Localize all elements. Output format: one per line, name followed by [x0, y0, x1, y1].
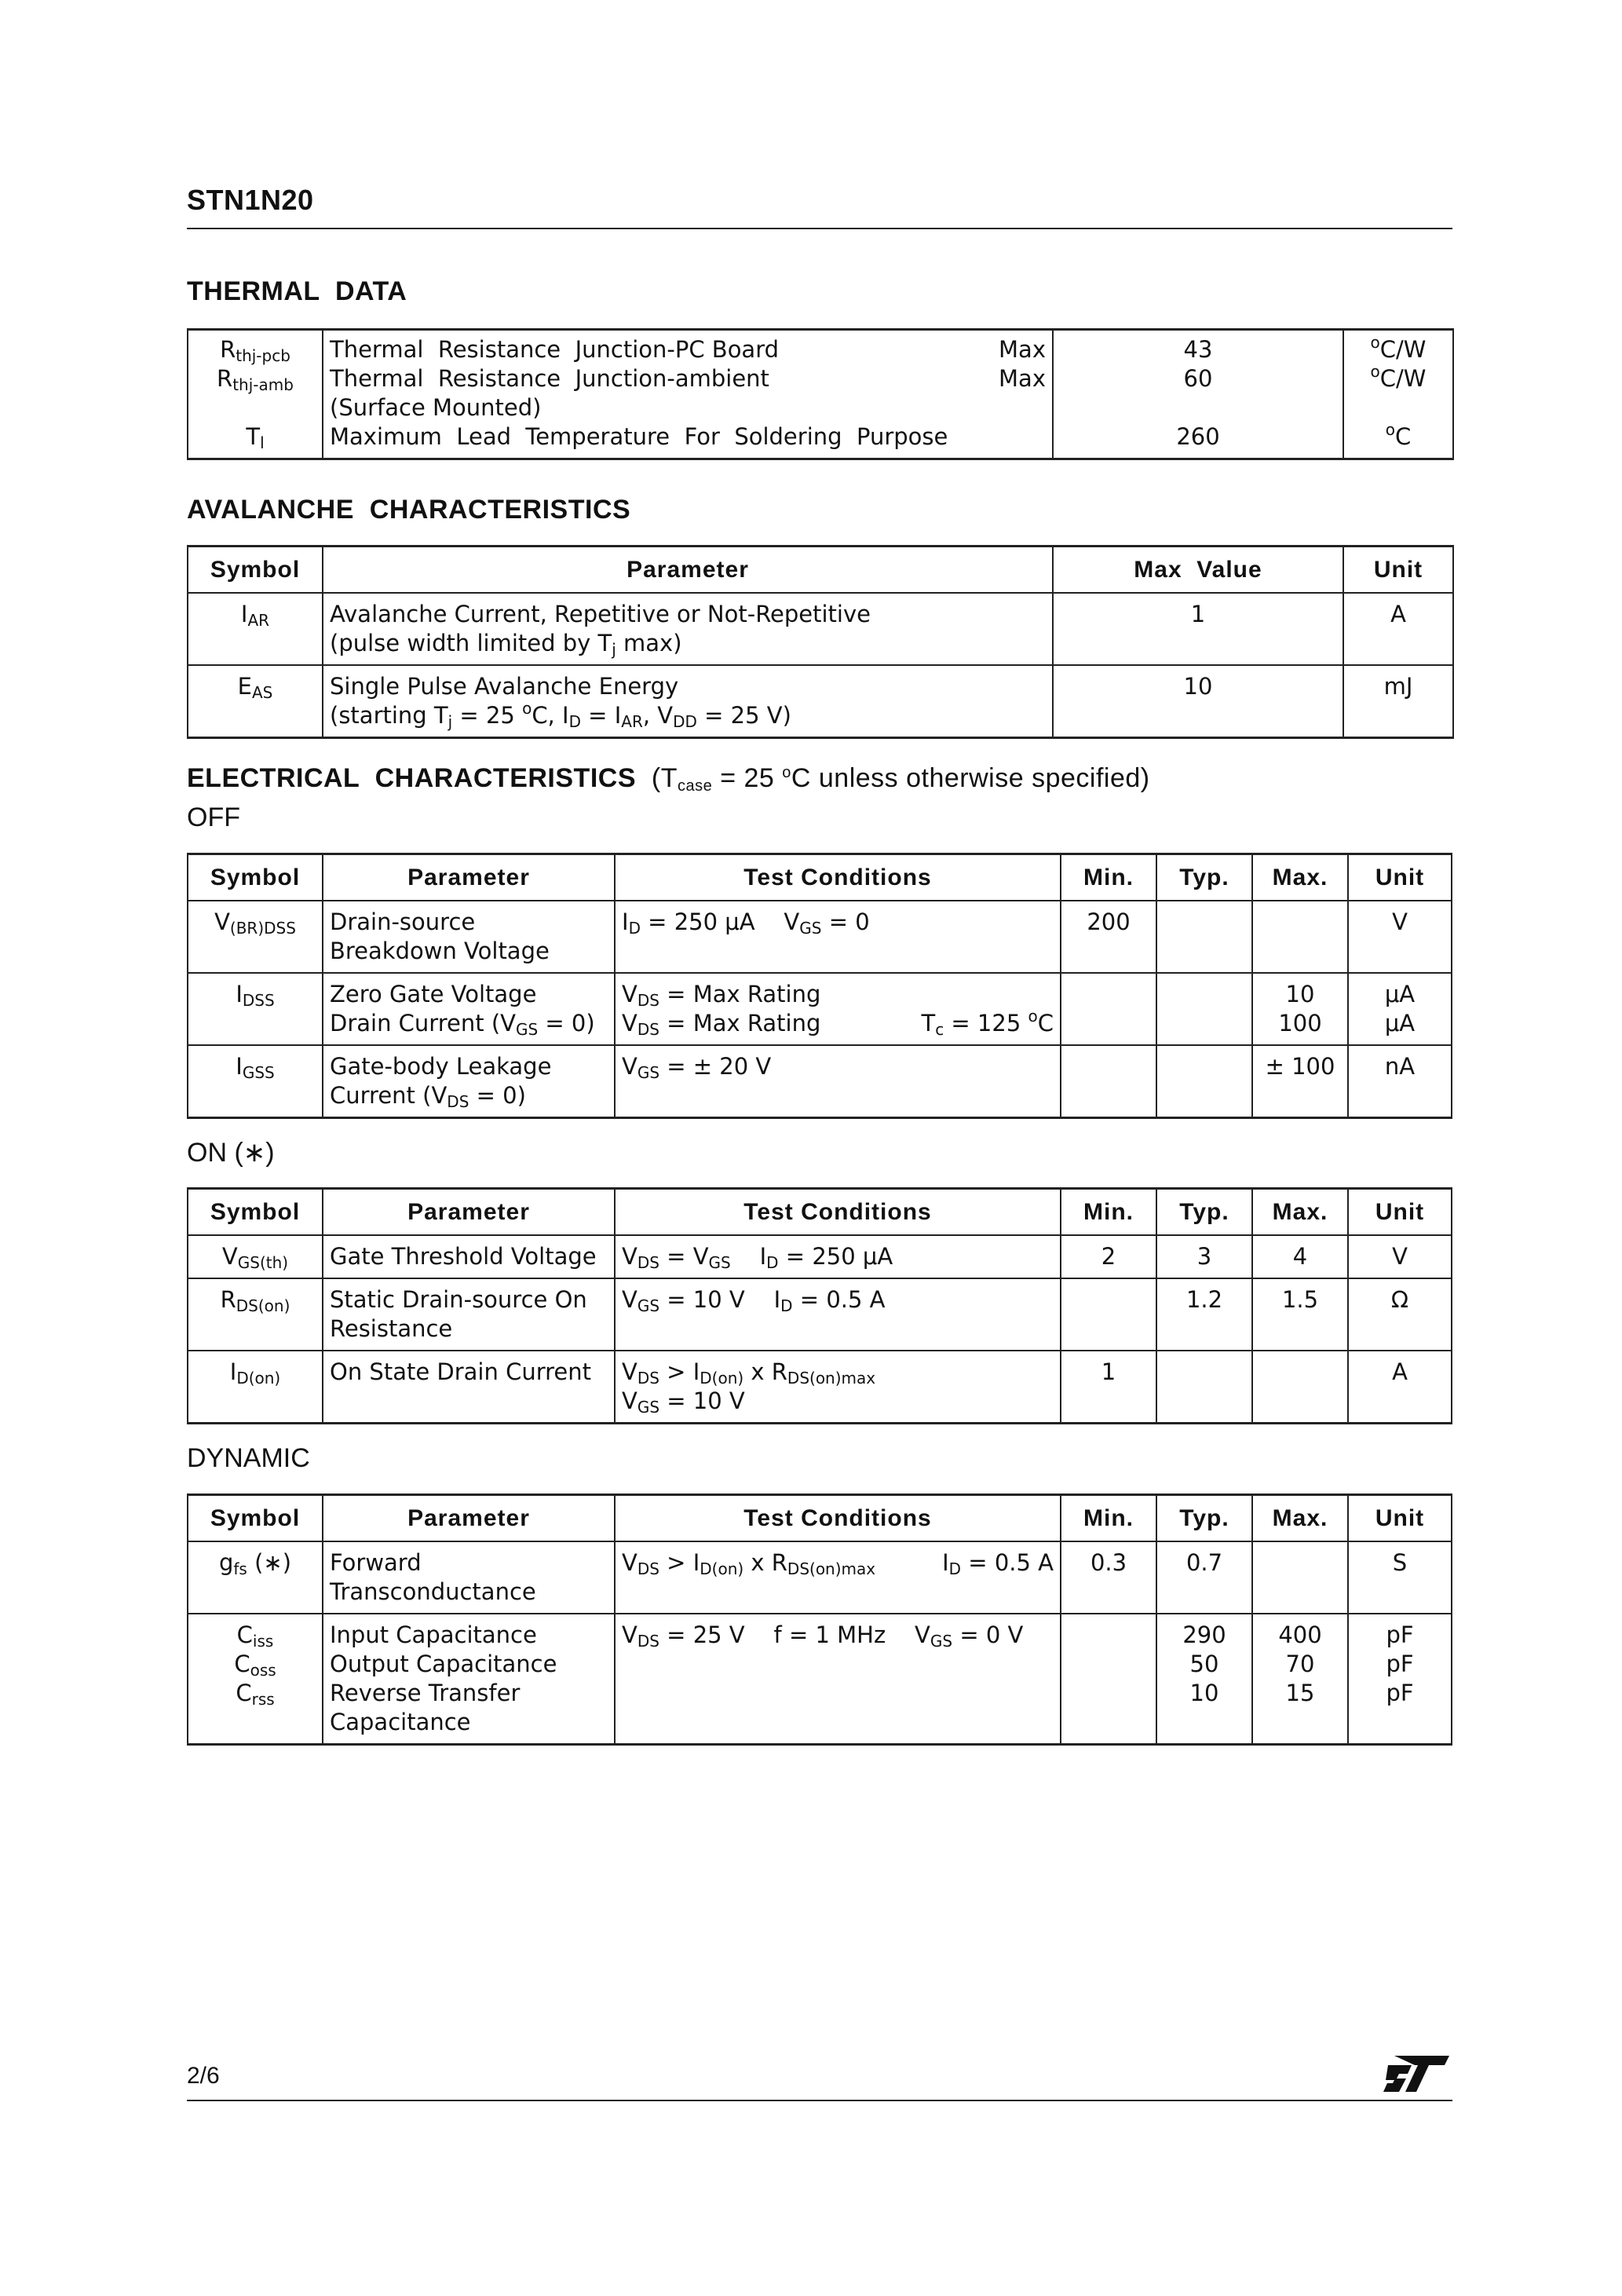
thermal-data-title: THERMAL DATA	[187, 276, 407, 306]
col-header-typ: Typ.	[1156, 1189, 1252, 1236]
max-cell: 1.5	[1252, 1278, 1348, 1351]
unit-cell: A	[1348, 1351, 1452, 1424]
col-header-max-value: Max Value	[1053, 547, 1343, 594]
unit-cell: V	[1348, 901, 1452, 973]
table-header-row	[188, 547, 1453, 594]
thermal-data-table	[187, 328, 1454, 460]
dynamic-label: DYNAMIC	[187, 1443, 310, 1473]
typ-cell: 3	[1156, 1235, 1252, 1278]
min-cell	[1061, 973, 1156, 1045]
unit-cell: V	[1348, 1235, 1452, 1278]
max-cell: ± 100	[1252, 1045, 1348, 1118]
col-header-symbol: Symbol	[188, 547, 323, 594]
col-header-unit: Unit	[1343, 547, 1453, 594]
max-cell: 10 100	[1252, 973, 1348, 1045]
max-cell	[1252, 1541, 1348, 1614]
col-header-symbol: Symbol	[188, 1495, 323, 1542]
header-rule	[187, 228, 1452, 229]
unit-cell: mJ	[1343, 665, 1453, 738]
col-header-parameter: Parameter	[323, 1189, 615, 1236]
col-header-min: Min.	[1061, 1189, 1156, 1236]
off-table	[187, 853, 1452, 1119]
col-header-typ: Typ.	[1156, 1495, 1252, 1542]
unit-cell: $^o$C/W $^o$C/W $^o$C	[1343, 330, 1453, 459]
electrical-title: ELECTRICAL CHARACTERISTICS ($T_{case} = 25$ $^o$C unless otherwise specified)	[187, 763, 1150, 795]
typ-cell	[1156, 901, 1252, 973]
table-row	[188, 973, 1452, 1045]
conditions-cell: $V_{GS} = 10$ V $I_D = 0.5$ A	[615, 1278, 1061, 1351]
electrical-title-condition: ($T_{case} = 25$ $^o$C unless otherwise specified)	[651, 763, 1150, 795]
avalanche-title: AVALANCHE CHARACTERISTICS	[187, 495, 631, 525]
conditions-cell: $V_{DS} > I_{D(on)}$ x $R_{DS(on)max}$ $I_D = 0.5$ A	[615, 1541, 1061, 1614]
min-cell: 2	[1061, 1235, 1156, 1278]
symbol-cell: $I_{GSS}$	[188, 1045, 323, 1118]
table-row	[188, 1235, 1452, 1278]
table-row	[188, 1045, 1452, 1118]
parameter-cell: Static Drain-source On Resistance	[323, 1278, 615, 1351]
table-row	[188, 1278, 1452, 1351]
col-header-typ: Typ.	[1156, 854, 1252, 901]
conditions-cell: $V_{DS} = V_{GS}$ $I_D = 250$ μA	[615, 1235, 1061, 1278]
conditions-cell: $I_D = 250$ μA $V_{GS} = 0$	[615, 901, 1061, 973]
table-row	[188, 330, 1453, 459]
min-cell	[1061, 1278, 1156, 1351]
symbol-cell: $I_{DSS}$	[188, 973, 323, 1045]
parameter-cell: Gate-body Leakage Current $(V_{DS} = 0)$	[323, 1045, 615, 1118]
symbol-cell: $I_{AR}$	[188, 593, 323, 665]
table-row	[188, 901, 1452, 973]
table-row	[188, 1541, 1452, 1614]
col-header-max: Max.	[1252, 854, 1348, 901]
col-header-min: Min.	[1061, 1495, 1156, 1542]
unit-cell: pF pF pF	[1348, 1614, 1452, 1745]
col-header-unit: Unit	[1348, 1495, 1452, 1542]
col-header-min: Min.	[1061, 854, 1156, 901]
conditions-cell: $V_{GS}$ = ± 20 V	[615, 1045, 1061, 1118]
symbol-cell: $R_{DS(on)}$	[188, 1278, 323, 1351]
col-header-unit: Unit	[1348, 1189, 1452, 1236]
min-cell	[1061, 1045, 1156, 1118]
symbol-cell: $V_{GS(th)}$	[188, 1235, 323, 1278]
symbol-cell: $R_{thj-pcb}$ $R_{thj-amb}$ $T_l$	[188, 330, 323, 459]
parameter-cell: Drain-source Breakdown Voltage	[323, 901, 615, 973]
page-number: 2/6	[187, 2063, 220, 2089]
col-header-max: Max.	[1252, 1495, 1348, 1542]
parameter-cell: Gate Threshold Voltage	[323, 1235, 615, 1278]
conditions-cell: $V_{DS} > I_{D(on)}$ x $R_{DS(on)max}$ $V_{GS} = 10$ V	[615, 1351, 1061, 1424]
min-cell: 0.3	[1061, 1541, 1156, 1614]
table-header-row	[188, 854, 1452, 901]
col-header-max: Max.	[1252, 1189, 1348, 1236]
footer-rule	[187, 2100, 1452, 2101]
symbol-cell: $V_{(BR)DSS}$	[188, 901, 323, 973]
parameter-cell: Zero Gate Voltage Drain Current $(V_{GS} = 0)$	[323, 973, 615, 1045]
max-cell: 4	[1252, 1235, 1348, 1278]
parameter-cell: Forward Transconductance	[323, 1541, 615, 1614]
parameter-cell: Avalanche Current, Repetitive or Not-Repetitive (pulse width limited by $T_j$ max)	[323, 593, 1053, 665]
parameter-cell: Single Pulse Avalanche Energy (starting $T_j = 25$ $^o$C, $I_D = I_{AR}$, $V_{DD} = 25$ V)	[323, 665, 1053, 738]
table-row	[188, 1614, 1452, 1745]
value-cell: 43 60 260	[1053, 330, 1343, 459]
col-header-parameter: Parameter	[323, 547, 1053, 594]
max-cell	[1252, 1351, 1348, 1424]
unit-cell: μA μA	[1348, 973, 1452, 1045]
unit-cell: S	[1348, 1541, 1452, 1614]
col-header-parameter: Parameter	[323, 1495, 615, 1542]
typ-cell	[1156, 1045, 1252, 1118]
min-cell	[1061, 1614, 1156, 1745]
table-header-row	[188, 1495, 1452, 1542]
avalanche-table	[187, 545, 1454, 739]
table-row	[188, 593, 1453, 665]
unit-cell: nA	[1348, 1045, 1452, 1118]
col-header-symbol: Symbol	[188, 854, 323, 901]
conditions-cell: $V_{DS}$ = Max Rating $V_{DS}$ = Max Rating $T_c = 125$ $^o$C	[615, 973, 1061, 1045]
value-cell: 10	[1053, 665, 1343, 738]
part-number: STN1N20	[187, 184, 314, 216]
symbol-cell: $I_{D(on)}$	[188, 1351, 323, 1424]
typ-cell: 1.2	[1156, 1278, 1252, 1351]
unit-cell: A	[1343, 593, 1453, 665]
conditions-cell: $V_{DS} = 25$ V f = 1 MHz $V_{GS} = 0$ V	[615, 1614, 1061, 1745]
off-label: OFF	[187, 803, 240, 832]
typ-cell: 290 50 10	[1156, 1614, 1252, 1745]
col-header-test-conditions: Test Conditions	[615, 1495, 1061, 1542]
min-cell: 200	[1061, 901, 1156, 973]
col-header-test-conditions: Test Conditions	[615, 854, 1061, 901]
on-table	[187, 1187, 1452, 1424]
table-row	[188, 665, 1453, 738]
max-cell: 400 70 15	[1252, 1614, 1348, 1745]
value-cell: 1	[1053, 593, 1343, 665]
table-row	[188, 1351, 1452, 1424]
max-cell	[1252, 901, 1348, 973]
unit-cell: Ω	[1348, 1278, 1452, 1351]
st-logo-icon	[1383, 2054, 1451, 2093]
on-label: ON (∗)	[187, 1138, 275, 1168]
symbol-cell: $C_{iss}$ $C_{oss}$ $C_{rss}$	[188, 1614, 323, 1745]
parameter-cell: Input Capacitance Output Capacitance Reverse Transfer Capacitance	[323, 1614, 615, 1745]
col-header-symbol: Symbol	[188, 1189, 323, 1236]
symbol-cell: $E_{AS}$	[188, 665, 323, 738]
parameter-cell: Thermal Resistance Junction-PC Board Max Thermal Resistance Junction-ambient Max (Surface Mounted) Maximum Lead Temperature For Soldering Purpose	[323, 330, 1053, 459]
typ-cell	[1156, 1351, 1252, 1424]
parameter-cell: On State Drain Current	[323, 1351, 615, 1424]
dynamic-table	[187, 1493, 1452, 1746]
min-cell: 1	[1061, 1351, 1156, 1424]
symbol-cell: $g_{fs}$ (∗)	[188, 1541, 323, 1614]
typ-cell: 0.7	[1156, 1541, 1252, 1614]
typ-cell	[1156, 973, 1252, 1045]
table-header-row	[188, 1189, 1452, 1236]
col-header-test-conditions: Test Conditions	[615, 1189, 1061, 1236]
col-header-unit: Unit	[1348, 854, 1452, 901]
col-header-parameter: Parameter	[323, 854, 615, 901]
